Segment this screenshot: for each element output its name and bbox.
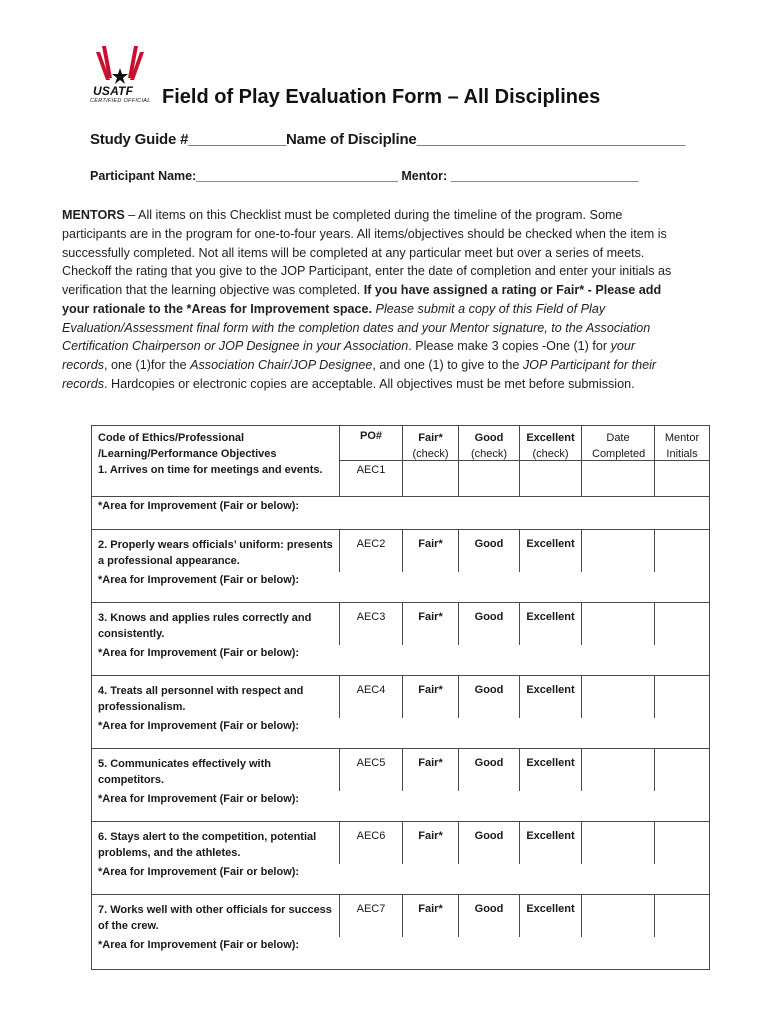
excellent-check-2[interactable]: Excellent: [520, 530, 582, 572]
po-number-7: AEC7: [340, 895, 403, 937]
good-check-4[interactable]: Good: [459, 676, 520, 718]
area-for-improvement-7[interactable]: [92, 937, 710, 970]
area-for-improvement-5[interactable]: [92, 791, 710, 822]
good-check-3[interactable]: Good: [459, 603, 520, 645]
fair-check-5[interactable]: Fair*: [403, 749, 459, 791]
participant-field[interactable]: _____________________________: [196, 169, 398, 183]
objective-text-3: 3. Knows and applies rules correctly and consistently.: [92, 603, 340, 645]
area-label: *Area for Improvement (Fair or below):: [98, 573, 300, 586]
area-row-3: [92, 645, 710, 676]
area-label: *Area for Improvement (Fair or below):: [98, 938, 300, 951]
instructions-text-5: . Hardcopies or electronic copies are acceptable. All objectives must be met before submission.: [104, 376, 635, 391]
fair-check-4[interactable]: Fair*: [403, 676, 459, 718]
table-row: [92, 530, 710, 572]
objective-text-2: 2. Properly wears officials’ uniform: presents a professional appearance.: [92, 530, 340, 572]
instructions-text-3: , one (1)for the: [104, 358, 191, 372]
fair-check-2[interactable]: Fair*: [403, 530, 459, 572]
mentor-initials-header: [655, 426, 710, 497]
fair-header-sub: (check): [412, 448, 449, 460]
participant-line: [90, 169, 638, 183]
po-number-1: AEC1: [356, 464, 386, 476]
good-header: [459, 426, 520, 497]
good-check-5[interactable]: Good: [459, 749, 520, 791]
good-check-6[interactable]: Good: [459, 822, 520, 864]
area-label: *Area for Improvement (Fair or below):: [98, 719, 300, 732]
po-number-2: AEC2: [340, 530, 403, 572]
study-guide-line: [90, 131, 685, 148]
excellent-header-sub: (check): [532, 448, 569, 460]
fair-check-3[interactable]: Fair*: [403, 603, 459, 645]
fair-check-6[interactable]: Fair*: [403, 822, 459, 864]
discipline-field[interactable]: _________________________________: [416, 131, 686, 148]
table-row: [92, 676, 710, 718]
excellent-check-6[interactable]: Excellent: [520, 822, 582, 864]
good-check-2[interactable]: Good: [459, 530, 520, 572]
date-completed-7[interactable]: [582, 895, 655, 937]
mentor-initials-2[interactable]: [655, 530, 710, 572]
po-number-5: AEC5: [340, 749, 403, 791]
area-row-1: [92, 497, 710, 530]
area-label: *Area for Improvement (Fair or below):: [98, 792, 300, 805]
objective-text-1: 1. Arrives on time for meetings and events.: [98, 464, 323, 476]
area-row-4: [92, 718, 710, 749]
table-row: [92, 749, 710, 791]
fair-header-label: Fair*: [418, 432, 443, 444]
table-row: [92, 895, 710, 937]
date-header: [582, 426, 655, 497]
logo-subtitle: CERTIFIED OFFICIAL: [90, 98, 151, 104]
excellent-header: [520, 426, 582, 497]
mentor-label: Mentor:: [401, 169, 448, 183]
area-for-improvement-4[interactable]: [92, 718, 710, 749]
excellent-check-5[interactable]: Excellent: [520, 749, 582, 791]
instructions-italic-2: your records: [62, 339, 636, 372]
study-guide-field[interactable]: ____________: [188, 131, 286, 148]
table-header-row: [92, 426, 710, 497]
objective-text-7: 7. Works well with other officials for success of the crew.: [92, 895, 340, 937]
participant-label: Participant Name:: [90, 169, 197, 183]
instructions-italic-3: Association Chair/JOP Designee: [190, 358, 373, 372]
evaluation-table: [91, 425, 710, 970]
logo-brand: USATF: [93, 84, 134, 98]
fair-header: [403, 426, 459, 497]
po-header: [340, 426, 403, 497]
area-label: *Area for Improvement (Fair or below):: [98, 646, 300, 659]
area-row-7: [92, 937, 710, 970]
area-row-5: [92, 791, 710, 822]
mentor-field[interactable]: ___________________________: [450, 169, 639, 183]
date-completed-5[interactable]: [582, 749, 655, 791]
discipline-label: Name of Discipline: [285, 131, 417, 148]
page-title: Field of Play Evaluation Form – All Disciplines: [162, 86, 601, 108]
instructions-text-4: , and one (1) to give to the: [372, 358, 523, 372]
instructions-paragraph: [62, 206, 682, 394]
good-header-sub: (check): [470, 448, 508, 460]
area-for-improvement-1[interactable]: [92, 497, 710, 530]
objective-header: [92, 426, 340, 497]
excellent-check-4[interactable]: Excellent: [520, 676, 582, 718]
excellent-check-7[interactable]: Excellent: [520, 895, 582, 937]
good-check-7[interactable]: Good: [459, 895, 520, 937]
excellent-check-3[interactable]: Excellent: [520, 603, 582, 645]
area-row-6: [92, 864, 710, 895]
fair-check-7[interactable]: Fair*: [403, 895, 459, 937]
excellent-header-label: Excellent: [526, 432, 575, 444]
po-number-3: AEC3: [340, 603, 403, 645]
mentor-initials-3[interactable]: [655, 603, 710, 645]
area-for-improvement-6[interactable]: [92, 864, 710, 895]
area-row-2: [92, 572, 710, 603]
objective-header-text: Code of Ethics/Professional /Learning/Performance Objectives: [98, 432, 277, 460]
date-header-text: Date Completed: [592, 432, 646, 460]
area-for-improvement-3[interactable]: [92, 645, 710, 676]
table-row: [92, 603, 710, 645]
date-completed-6[interactable]: [582, 822, 655, 864]
mentor-initials-5[interactable]: [655, 749, 710, 791]
objective-text-4: 4. Treats all personnel with respect and professionalism.: [92, 676, 340, 718]
objective-text-6: 6. Stays alert to the competition, potential problems, and the athletes.: [92, 822, 340, 864]
good-header-label: Good: [474, 432, 504, 444]
instructions-lead: MENTORS: [62, 208, 125, 222]
instructions-italic-4: JOP Participant for their records: [62, 358, 657, 391]
mentor-initials-6[interactable]: [655, 822, 710, 864]
instructions-italic-1: Please submit a copy of this Field of Play Evaluation/Assessment final form with the completion dates and your Mentor signature, to the Association Certification Chairperson or JOP Designee in your Association: [62, 301, 651, 354]
objective-text-5: 5. Communicates effectively with competitors.: [92, 749, 340, 791]
instructions-bold: If you have assigned a rating or Fair* - Please add your rationale to the *Areas for Improvement space.: [62, 283, 662, 316]
mentor-initials-header-text: Mentor Initials: [664, 432, 700, 460]
date-completed-4[interactable]: [582, 676, 655, 718]
area-label: *Area for Improvement (Fair or below):: [98, 500, 300, 512]
area-for-improvement-2[interactable]: [92, 572, 710, 603]
area-label: *Area for Improvement (Fair or below):: [98, 865, 300, 878]
mentor-initials-7[interactable]: [655, 895, 710, 937]
date-completed-3[interactable]: [582, 603, 655, 645]
table-row: [92, 822, 710, 864]
instructions-text-2: . Please make 3 copies -One (1) for: [408, 339, 611, 354]
po-number-4: AEC4: [340, 676, 403, 718]
date-completed-2[interactable]: [582, 530, 655, 572]
study-guide-label: Study Guide #: [90, 131, 189, 148]
po-header-text: PO#: [359, 430, 382, 442]
po-number-6: AEC6: [340, 822, 403, 864]
instructions-text-1: – All items on this Checklist must be completed during the timeline of the program. Some participants are in the program for one-to-four years. All items/objectives should be checked when the item is successfully completed. Not all items will be completed at any particular meet but over a series of meets. Checkoff the rating that you give to the JOP Participant, enter the date of completion and enter your initials as verification that the learning objective was completed.: [62, 208, 672, 297]
mentor-initials-4[interactable]: [655, 676, 710, 718]
